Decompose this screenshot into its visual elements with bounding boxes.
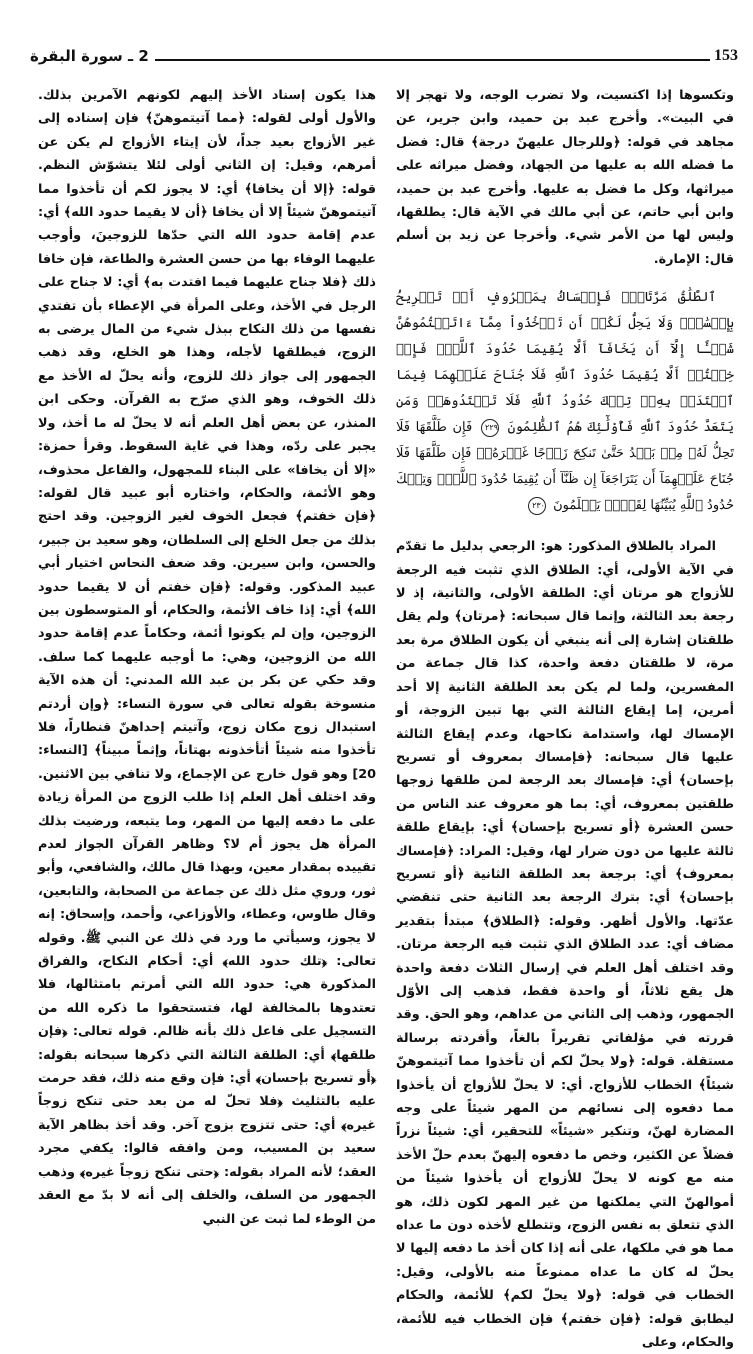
- page-number: 153: [714, 47, 738, 64]
- page-header: [30, 40, 738, 64]
- verse-number-marker: ٢٣٠: [528, 497, 546, 515]
- page-body: [38, 84, 735, 1351]
- commentary-paragraph: [396, 535, 734, 1354]
- left-column: [38, 84, 376, 1227]
- quran-verse-block: [396, 285, 734, 519]
- verse-number-marker: ٢٢٩: [481, 419, 499, 437]
- commentary-paragraph: وتكسوها إذا اكتسيت، ولا تضرب الوجه، ولا تهجر إلا في البيت». وأخرج عبد بن حميد، وابن جرير، عن مجاهد في قوله: ﴿وللرجال عليهنّ درجة﴾ قال: فضل ما فضله الله به عليها من الجهاد، وفضل ميراثه على ميراثها، وكل ما فضل به عليها. وأخرج عبد بن حميد، وابن أبي حاتم، عن أبي مالك في الآية قال: يطلقها، وليس لها من الأمر شيء. وأخرجا عن زيد بن أسلم قال: الإمارة.: [396, 88, 734, 267]
- running-head-surah-title: 2 ـ سورة البقرة: [30, 47, 149, 65]
- header-rule: [155, 59, 710, 61]
- right-column: [396, 84, 735, 1351]
- commentary-paragraph: هذا يكون إسناد الأخذ إليهم لكونهم الآمرين بذلك. والأول أولى لقوله: ﴿مما آتيتموهنّ﴾ فإن إسناده إلى غير الأزواج بعيد جداً، لأن إيتاء الأزواج لم يكن عن أمرهم، وقيل: إن الثاني أولى لئلا يتشوّش النظم. قوله: ﴿إلا أن يخافا﴾ أي: لا يجوز لكم أن تأخذوا مما آتيتموهنّ شيئاً إلا أن يخافا ﴿أن لا يقيما حدود الله﴾ أي: عدم إقامة حدود الله التي حدّها للزوجينَ، وأوجب عليهما الوفاء بها من حسن العشرة والطاعة، فإن خافا ذلك ﴿فلا جناح عليهما فيما افتدت به﴾ أي: لا جناح على الرجل في الأخذ، وعلى المرأة في الإعطاء بأن تفتدي نفسها من ذلك النكاح ببذل شيء من المال يرضى به الزوج، فيطلقها لأجله، وهذا هو الخلع، وقد ذهب الجمهور إلى جواز ذلك للزوج، وأنه يحلّ له الأخذ مع ذلك الخوف، وهو الذي صرّح به القرآن. وحكى ابن المنذر، عن بعض أهل العلم أنه لا يحلّ له ما أخذ، ولا يجبر على ردّه، وهذا في غاية السقوط. وقرأ حمزة: «إلا أن يخافا» على البناء للمجهول، والفاعل محذوف، وهو الأئمة، والحكام، واختاره أبو عبيد قال لقوله: ﴿فإن خفتم﴾ فجعل الخوف لغير الزوجين. وقد احتج بذلك من جعل الخلع إلى السلطان، وهو سعيد بن جبير، والحسن، وابن سيرين. وقد ضعف النحاس اختيار أبي عبيد المذكور. وقوله: ﴿فإن خفتم أن لا يقيما حدود الله﴾ أي: إذا خاف الأئمة، والحكام، أو المتوسطون بين الزوجين، وإن لم يكونوا أئمة، وحكاماً عدم إقامة حدود الله من الزوجين، وهي: ما أوجبه عليهما كما سلف. وقد حكي عن بكر بن عبد الله المدني: أن هذه الآية منسوخة بقوله تعالى في سورة النساء: ﴿وإن أردتم استبدال زوج مكان زوج، وآتيتم إحداهنّ قنطاراً، فلا تأخذوا منه شيئاً أتأخذونه بهتاناً، وإثماً مبيناً﴾ [النساء: 20] وهو قول خارج عن الإجماع، ولا تنافي بين الاثنين. وقد اختلف أهل العلم إذا طلب الزوج من المرأة زيادة على ما دفعه إليها من المهر، وما يتبعه، ورضيت بذلك المرأة هل يجوز أم لا؟ وظاهر القرآن الجواز لعدم تقييده بمقدار معين، وبهذا قال مالك، والشافعي، وأبو ثور، وروي مثل ذلك عن جماعة من الصحابة، والتابعين، وقال طاوس، وعطاء، والأوزاعي، وأحمد، وإسحاق: إنه لا يجوز، وسيأتي ما ورد في ذلك عن النبي ﷺ. وقوله تعالى: ﴿تلك حدود الله﴾ أي: أحكام النكاح، والفراق المذكورة هي: حدود الله التي أمرتم بامتثالها، فلا تعتدوها بالمخالفة لها، فتستحقوا ما ذكره الله من التسجيل على فاعل ذلك بأنه ظالم. قوله تعالى: ﴿فإن طلقها﴾ أي: الطلقة الثالثة التي ذكرها سبحانه بقوله: ﴿أو تسريح بإحسان﴾ أي: فإن وقع منه ذلك، فقد حرمت عليه بالتثليث ﴿فلا تحلّ له من بعد حتى تنكح زوجاً غيره﴾ أي: حتى تتزوج بزوج آخر. وقد أخذ بظاهر الآية سعيد بن المسيب، ومن وافقه قالوا: يكفي مجرد العقد؛ لأنه المراد بقوله: ﴿حتى تنكح زوجاً غيره﴾ وذهب الجمهور من السلف، والخلف إلى أنه لا بدّ مع العقد من الوطء لما ثبت عن النبي: [38, 88, 376, 1227]
- verse-230-text: فَإِن طَلَّقَهَا فَلَا تَحِلُّ لَهُۥ مِنۢ بَعۡدُ حَتَّىٰ تَنكِحَ زَوۡجًا غَيۡرَهُۥۗ فَإِن طَلَّقَهَا فَلَا جُنَاحَ عَلَيۡهِمَآ أَن يَتَرَاجَعَآ إِن ظَنَّآ أَن يُقِيمَا حُدُودَ ٱللَّهِۗ وَتِلۡكَ حُدُودُ ٱللَّهِ يُبَيِّنُهَا لِقَوۡمٖ يَعۡلَمُونَ: [396, 420, 734, 514]
- commentary-text: المراد بالطلاق المذكور: هو: الرجعي بدليل ما تقدّم في الآية الأولى، أي: الطلاق الذي تثبت فيه الرجعة للأزواج هو مرتان أي: الطلقة الأولى، والثانية، إذ لا رجعة بعد الثالثة، وإنما قال سبحانه: ﴿مرتان﴾ ولم يقل طلقتان إشارة إلى أنه ينبغي أن يكون الطلاق مرة بعد مرة، لا طلقتان دفعة واحدة، كذا قال جماعة من المفسرين، ولما لم يكن بعد الطلقة الثانية إلا أحد أمرين، إما إيقاع الثالثة التي بها تبين الزوجة، أو الإمساك لها، واستدامة نكاحها، وعدم إيقاع الثالثة عليها قال سبحانه: ﴿فإمساك بمعروف أو تسريح بإحسان﴾ أي: فإمساك بعد الرجعة لمن طلقها زوجها طلقتين بمعروف، أي: بما هو معروف عند الناس من حسن العشرة ﴿أو تسريح بإحسان﴾ أي: بإيقاع طلقة ثالثة عليها من دون ضرار لها، وقيل: المراد: ﴿فإمساك بمعروف﴾ أي: برجعة بعد الطلقة الثانية ﴿أو تسريح بإحسان﴾ أي: بترك الرجعة بعد الثانية حتى تنقضي عدّتها. والأول أظهر. وقوله: ﴿الطلاق﴾ مبتدأ بتقدير مضاف أي: عدد الطلاق الذي تثبت فيه الرجعة مرتان. وقد اختلف أهل العلم في إرسال الثلاث دفعة واحدة هل يقع ثلاثاً، أو واحدة فقط، فذهب إلى الأوّل الجمهور، وذهب إلى الثاني من عداهم، وهو الحق. وقد قررته في مؤلفاتي تقريراً بالغاً، وأفردته برسالة مستقلة. قوله: ﴿ولا يحلّ لكم أن تأخذوا مما آتيتموهنّ شيئاً﴾ الخطاب للأزواج. أي: لا يحلّ للأزواج أن يأخذوا مما دفعوه إلى نسائهم من المهر شيئاً على وجه المضارة لهنّ، وتنكير «شيئاً» للتحقير، أي: شيئاً نزراً فضلاً عن الكثير، وخص ما دفعوه إليهنّ بعدم حلّ الأخذ منه مع كونه لا يحلّ للأزواج أن يأخذوا شيئاً من أموالهنّ التي يملكنها من غير المهر لكون ذلك، هو الذي تتعلق به نفس الزوج، وتتطلع لأخذه دون ما عداه مما هو في ملكها، على أنه إذا كان أخذ ما دفعه إليها لا يحلّ له كان ما عداه ممنوعاً منه بالأولى، وقيل: الخطاب في قوله: ﴿ولا يحلّ لكم﴾ للأئمة، والحكام ليطابق قوله: ﴿فإن خفتم﴾ فإن الخطاب فيه للأئمة، والحكام، وعلى: [396, 539, 734, 1351]
- verse-229-text: ٱلطَّلَٰقُ مَرَّتَانِۖ فَإِمۡسَاكُۢ بِمَعۡرُوفٍ أَوۡ تَسۡرِيحُۢ بِإِحۡسَٰنٖۗ وَلَا يَحِلُّ لَكُمۡ أَن تَأۡخُذُواْ مِمَّآ ءَاتَيۡتُمُوهُنَّ شَيۡـًٔا إِلَّآ أَن يَخَافَآ أَلَّا يُقِيمَا حُدُودَ ٱللَّهِۖ فَإِنۡ خِفۡتُمۡ أَلَّا يُقِيمَا حُدُودَ ٱللَّهِ فَلَا جُنَاحَ عَلَيۡهِمَا فِيمَا ٱفۡتَدَتۡ بِهِۦۗ تِلۡكَ حُدُودُ ٱللَّهِ فَلَا تَعۡتَدُوهَاۚ وَمَن يَتَعَدَّ حُدُودَ ٱللَّهِ فَأُوْلَٰٓئِكَ هُمُ ٱلظَّٰلِمُونَ: [396, 290, 735, 436]
